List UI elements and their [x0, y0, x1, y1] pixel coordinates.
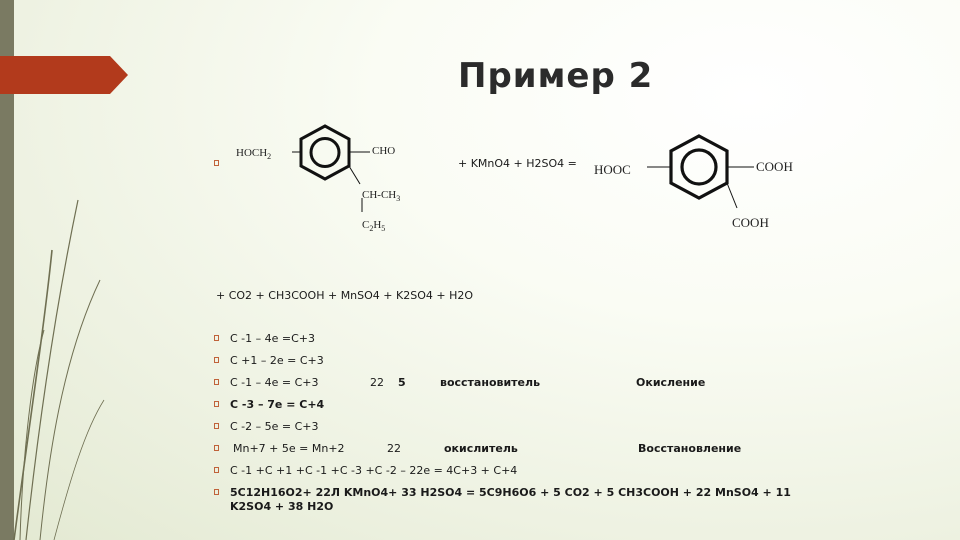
bullet-text: C -1 +C +1 +C -1 +C -3 +C -2 – 22e = 4C+3 + C+4 — [230, 464, 518, 477]
bullet-text: C -2 – 5e = C+3 — [230, 420, 319, 433]
final-equation-line-2: K2SO4 + 38 H2O — [230, 500, 334, 513]
bullet-text: C -1 – 4e =C+3 — [230, 332, 316, 345]
hooc-label: HOOC — [594, 162, 631, 177]
final-equation-line-1: 5C12H16O2+ 22Л KMnO4+ 33 H2SO4 = 5C9H6O6 + 5 CO2 + 5 CH3COOH + 22 MnSO4 + 11 — [230, 486, 791, 499]
bullet-text: C -1 – 4e = C+3 — [230, 376, 319, 389]
coefficient: 5 — [398, 376, 406, 389]
process-reduction: Восстановление — [638, 442, 742, 455]
product-structure — [592, 128, 814, 240]
cooh-right-label: COOH — [756, 159, 793, 174]
bullet-marker — [214, 335, 219, 341]
role-reductant: восстановитель — [440, 376, 541, 389]
electron-count: 22 — [387, 442, 401, 455]
reaction-line-1: + KMnO4 + H2SO4 = — [458, 157, 577, 170]
bullet-text: C +1 – 2e = C+3 — [230, 354, 324, 367]
cho-label: CHO — [372, 145, 396, 157]
role-oxidant: окислитель — [444, 442, 518, 455]
cooh-bottom-label: COOH — [732, 215, 769, 230]
bullet-marker — [214, 467, 219, 473]
decorative-grass-lines — [0, 0, 120, 540]
bullet-marker — [214, 357, 219, 363]
reactant-structure — [230, 118, 420, 244]
process-oxidation: Окисление — [636, 376, 706, 389]
c2h5-label: $C_2H_5$ — [362, 219, 386, 233]
slide-title: Пример 2 — [458, 56, 654, 96]
bullet-text: C -3 – 7e = C+4 — [230, 398, 325, 411]
bullet-marker — [214, 401, 219, 407]
bullet-marker — [214, 489, 219, 495]
bullet-marker — [214, 445, 219, 451]
bullet-marker — [214, 423, 219, 429]
hoch2-label: $HOCH_2$ — [236, 147, 272, 161]
bullet-marker — [214, 160, 219, 166]
electron-count: 22 — [370, 376, 384, 389]
reaction-line-2: + CO2 + CH3COOH + MnSO4 + K2SO4 + H2O — [216, 289, 473, 302]
bullet-text: Mn+7 + 5e = Mn+2 — [233, 442, 345, 455]
bullet-marker — [214, 379, 219, 385]
ch-ch3-label: $CH-CH_3$ — [362, 189, 401, 203]
